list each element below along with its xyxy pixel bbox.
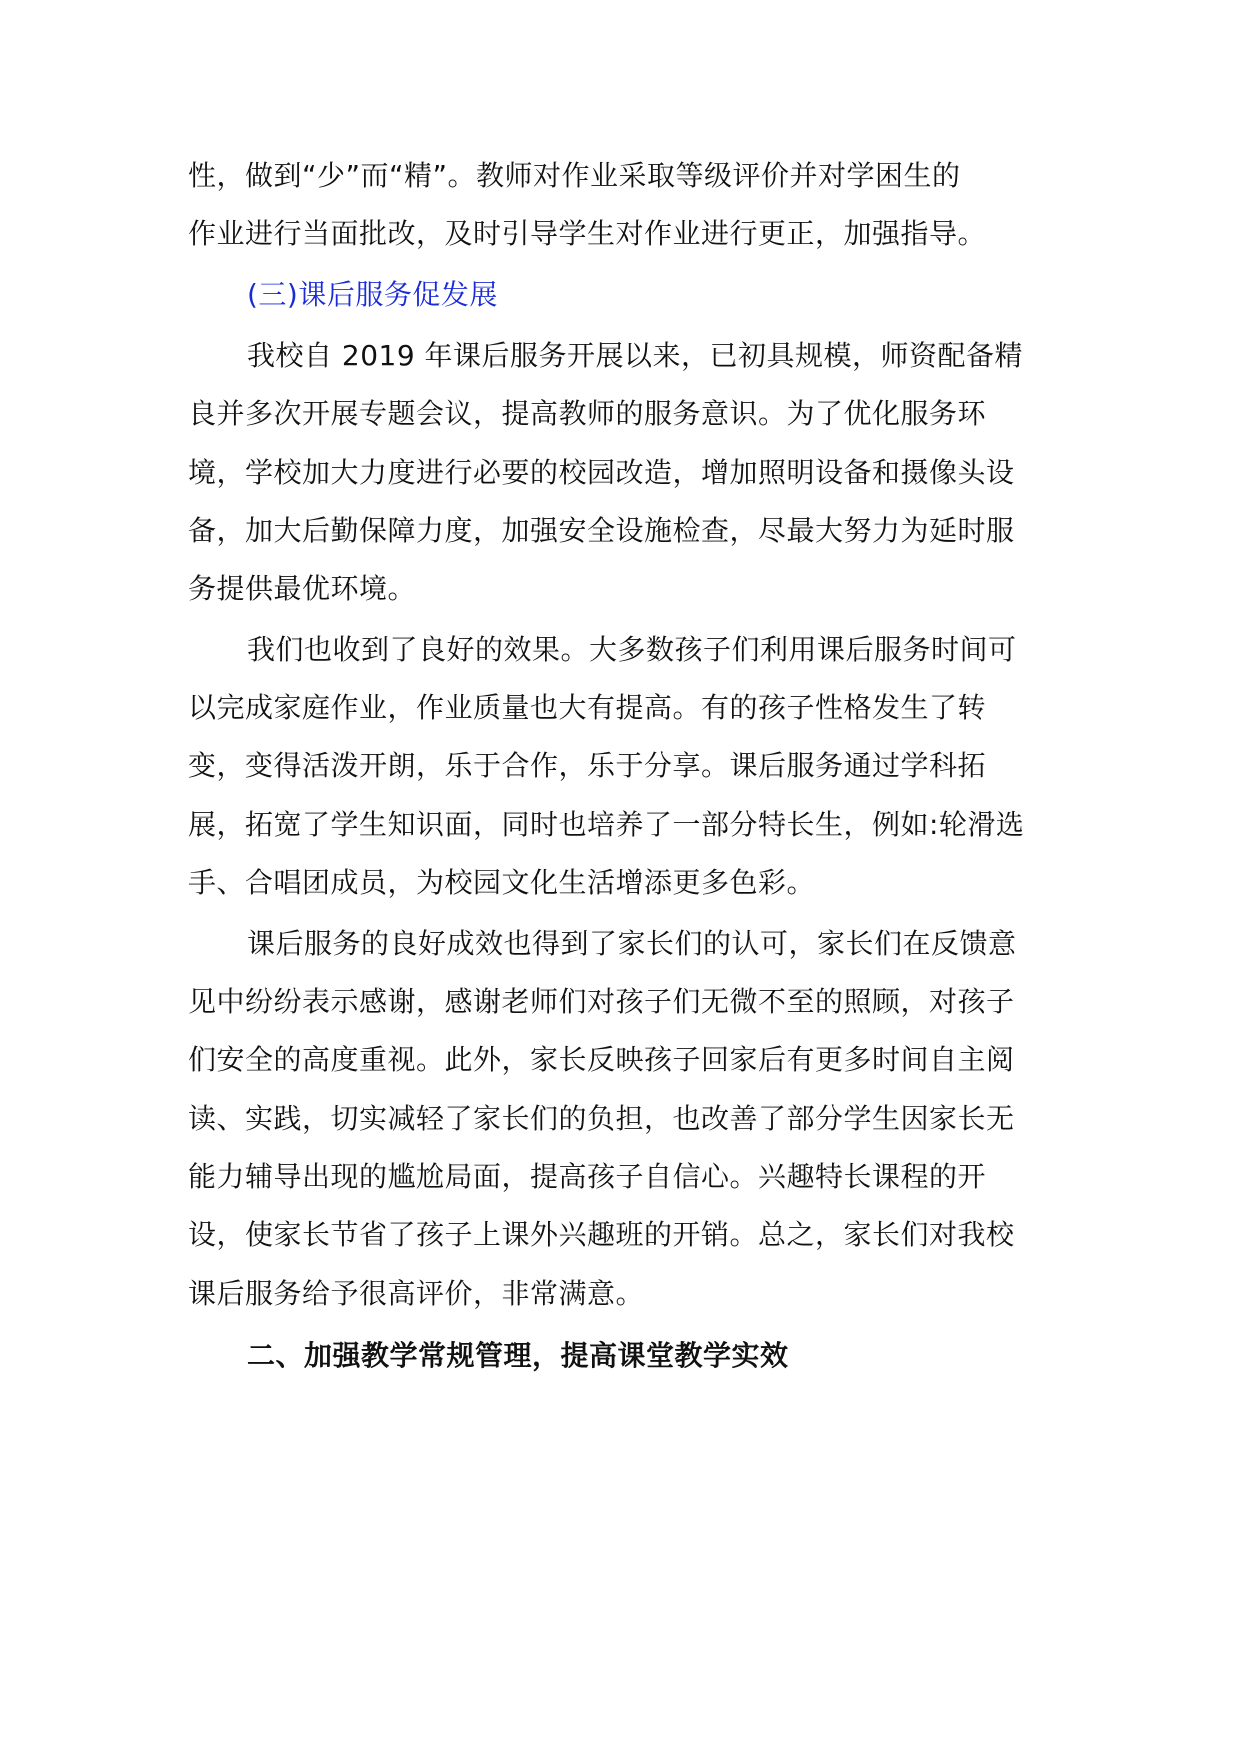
paragraph-4-line-6: 设，使家长节省了孩子上课外兴趣班的开销。总之，家长们对我校: [188, 1218, 1015, 1251]
paragraph-1-line-2: 作业进行当面批改，及时引导学生对作业进行更正，加强指导。: [188, 217, 987, 250]
paragraph-1-line-1: 性，做到“少”而“精”。教师对作业采取等级评价并对学困生的: [188, 159, 961, 192]
paragraph-3-line-1: 我们也收到了良好的效果。大多数孩子们利用课后服务时间可: [247, 633, 1017, 666]
paragraph-4-line-4: 读、实践，切实减轻了家长们的负担，也改善了部分学生因家长无: [188, 1102, 1015, 1135]
paragraph-4-line-7: 课后服务给予很高评价，非常满意。: [188, 1277, 645, 1310]
section-subheading: (三)课后服务促发展: [247, 278, 498, 311]
paragraph-4-line-1: 课后服务的良好成效也得到了家长们的认可，家长们在反馈意: [247, 927, 1017, 960]
paragraph-2-line-2: 良并多次开展专题会议，提高教师的服务意识。为了优化服务环: [188, 397, 987, 430]
paragraph-4-line-5: 能力辅导出现的尴尬局面，提高孩子自信心。兴趣特长课程的开: [188, 1160, 987, 1193]
paragraph-4-line-2: 见中纷纷表示感谢，感谢老师们对孩子们无微不至的照顾，对孩子: [188, 985, 1015, 1018]
paragraph-3-line-4: 展，拓宽了学生知识面，同时也培养了一部分特长生，例如:轮滑选: [188, 808, 1025, 841]
paragraph-3-line-2: 以完成家庭作业，作业质量也大有提高。有的孩子性格发生了转: [188, 691, 987, 724]
paragraph-2-line-5: 务提供最优环境。: [188, 572, 417, 605]
paragraph-2-line-1: 我校自 2019 年课后服务开展以来，已初具规模，师资配备精: [247, 339, 1024, 372]
paragraph-2-line-4: 备，加大后勤保障力度，加强安全设施检查，尽最大努力为延时服: [188, 514, 1015, 547]
paragraph-3-line-5: 手、合唱团成员，为校园文化生活增添更多色彩。: [188, 866, 816, 899]
section-heading: 二、加强教学常规管理，提高课堂教学实效: [247, 1339, 789, 1372]
paragraph-2-line-3: 境，学校加大力度进行必要的校园改造，增加照明设备和摄像头设: [188, 456, 1015, 489]
paragraph-3-line-3: 变，变得活泼开朗，乐于合作，乐于分享。课后服务通过学科拓: [188, 749, 987, 782]
paragraph-4-line-3: 们安全的高度重视。此外，家长反映孩子回家后有更多时间自主阅: [188, 1043, 1015, 1076]
